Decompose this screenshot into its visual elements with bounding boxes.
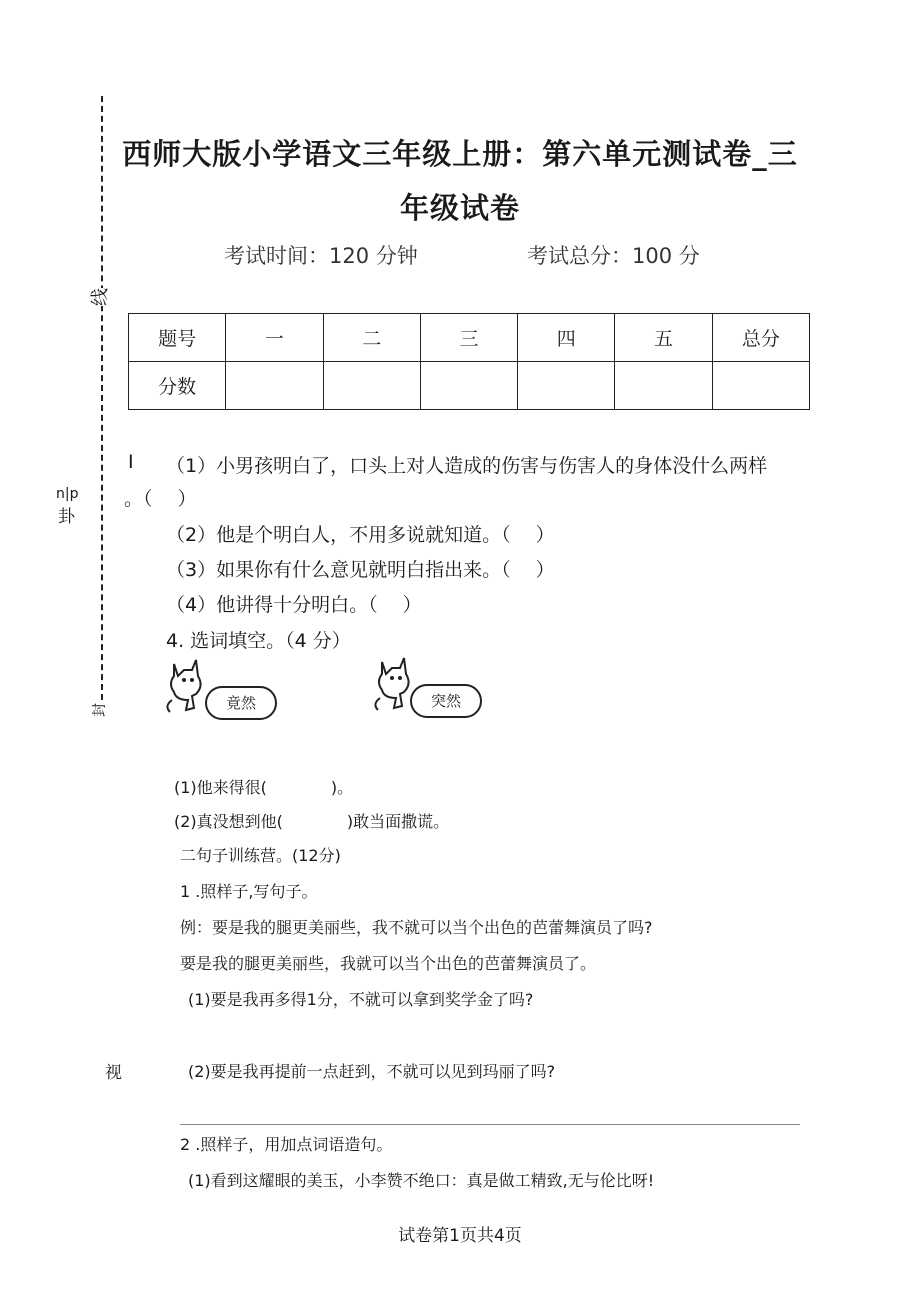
question-2: （2）他是个明白人，不用多说就知道。（ ）	[166, 524, 555, 546]
make-sentence-1: (1)看到这耀眼的美玉，小李赞不绝口：真是做工精致,无与伦比呀!	[188, 1171, 655, 1190]
score-input-cell[interactable]	[518, 362, 615, 410]
example-answer: 要是我的腿更美丽些，我就可以当个出色的芭蕾舞演员了。	[180, 954, 597, 973]
margin-char-shi: 视	[105, 1063, 122, 1083]
question-4: （4）他讲得十分明白。（ ）	[166, 594, 422, 616]
score-header-cell: 题号	[129, 314, 226, 362]
score-header-cell: 三	[420, 314, 517, 362]
score-header-cell: 二	[323, 314, 420, 362]
section-2-item-2: 2 .照样子，用加点词语造句。	[180, 1135, 393, 1154]
score-header-cell: 总分	[712, 314, 809, 362]
score-header-cell: 四	[518, 314, 615, 362]
word-bubble-turan: 突然	[410, 684, 482, 718]
score-table-header-row	[129, 314, 810, 362]
exam-time: 考试时间：120 分钟	[224, 244, 418, 268]
margin-char-np: n|p	[56, 486, 79, 502]
score-header-cell: 五	[615, 314, 712, 362]
exam-total: 考试总分：100 分	[527, 244, 700, 268]
question-1-line-a: （1）小男孩明白了，口头上对人造成的伤害与伤害人的身体没什么两样	[166, 455, 768, 477]
question-3: （3）如果你有什么意见就明白指出来。（ ）	[166, 559, 555, 581]
section-2-item-1: 1 .照样子,写句子。	[180, 882, 318, 901]
margin-char-feng: 封	[92, 703, 108, 717]
score-header-cell: 一	[226, 314, 323, 362]
score-label-cell: 分数	[129, 362, 226, 410]
rewrite-sentence-2: (2)要是我再提前一点赶到，不就可以见到玛丽了吗?	[188, 1062, 556, 1081]
score-table	[128, 313, 810, 410]
page-title-line2: 年级试卷	[399, 191, 520, 225]
answer-line	[180, 1124, 800, 1125]
page-footer: 试卷第1页共4页	[398, 1226, 522, 1246]
section-marker: I	[128, 451, 134, 473]
score-table-score-row	[129, 362, 810, 410]
fill-word-heading: 4. 选词填空。（4 分）	[166, 630, 351, 652]
score-input-cell[interactable]	[323, 362, 420, 410]
fill-sentence-2: (2)真没想到他( )敢当面撒谎。	[174, 812, 450, 831]
page-title-line1: 西师大版小学语文三年级上册：第六单元测试卷_三	[122, 137, 798, 171]
section-2-heading: 二句子训练营。(12分)	[180, 846, 341, 865]
score-input-cell[interactable]	[712, 362, 809, 410]
score-input-cell[interactable]	[420, 362, 517, 410]
rewrite-sentence-1: (1)要是我再多得1分，不就可以拿到奖学金了吗?	[188, 990, 534, 1009]
fill-sentence-1: (1)他来得很( )。	[174, 778, 354, 797]
score-input-cell[interactable]	[615, 362, 712, 410]
example-sentence: 例：要是我的腿更美丽些，我不就可以当个出色的芭蕾舞演员了吗?	[180, 918, 653, 937]
margin-char-gua: 卦	[58, 507, 75, 527]
score-input-cell[interactable]	[226, 362, 323, 410]
question-1-line-b: 。（ ）	[124, 488, 197, 510]
margin-char-line: 线	[86, 288, 112, 306]
word-bubble-jingran: 竟然	[205, 686, 277, 720]
